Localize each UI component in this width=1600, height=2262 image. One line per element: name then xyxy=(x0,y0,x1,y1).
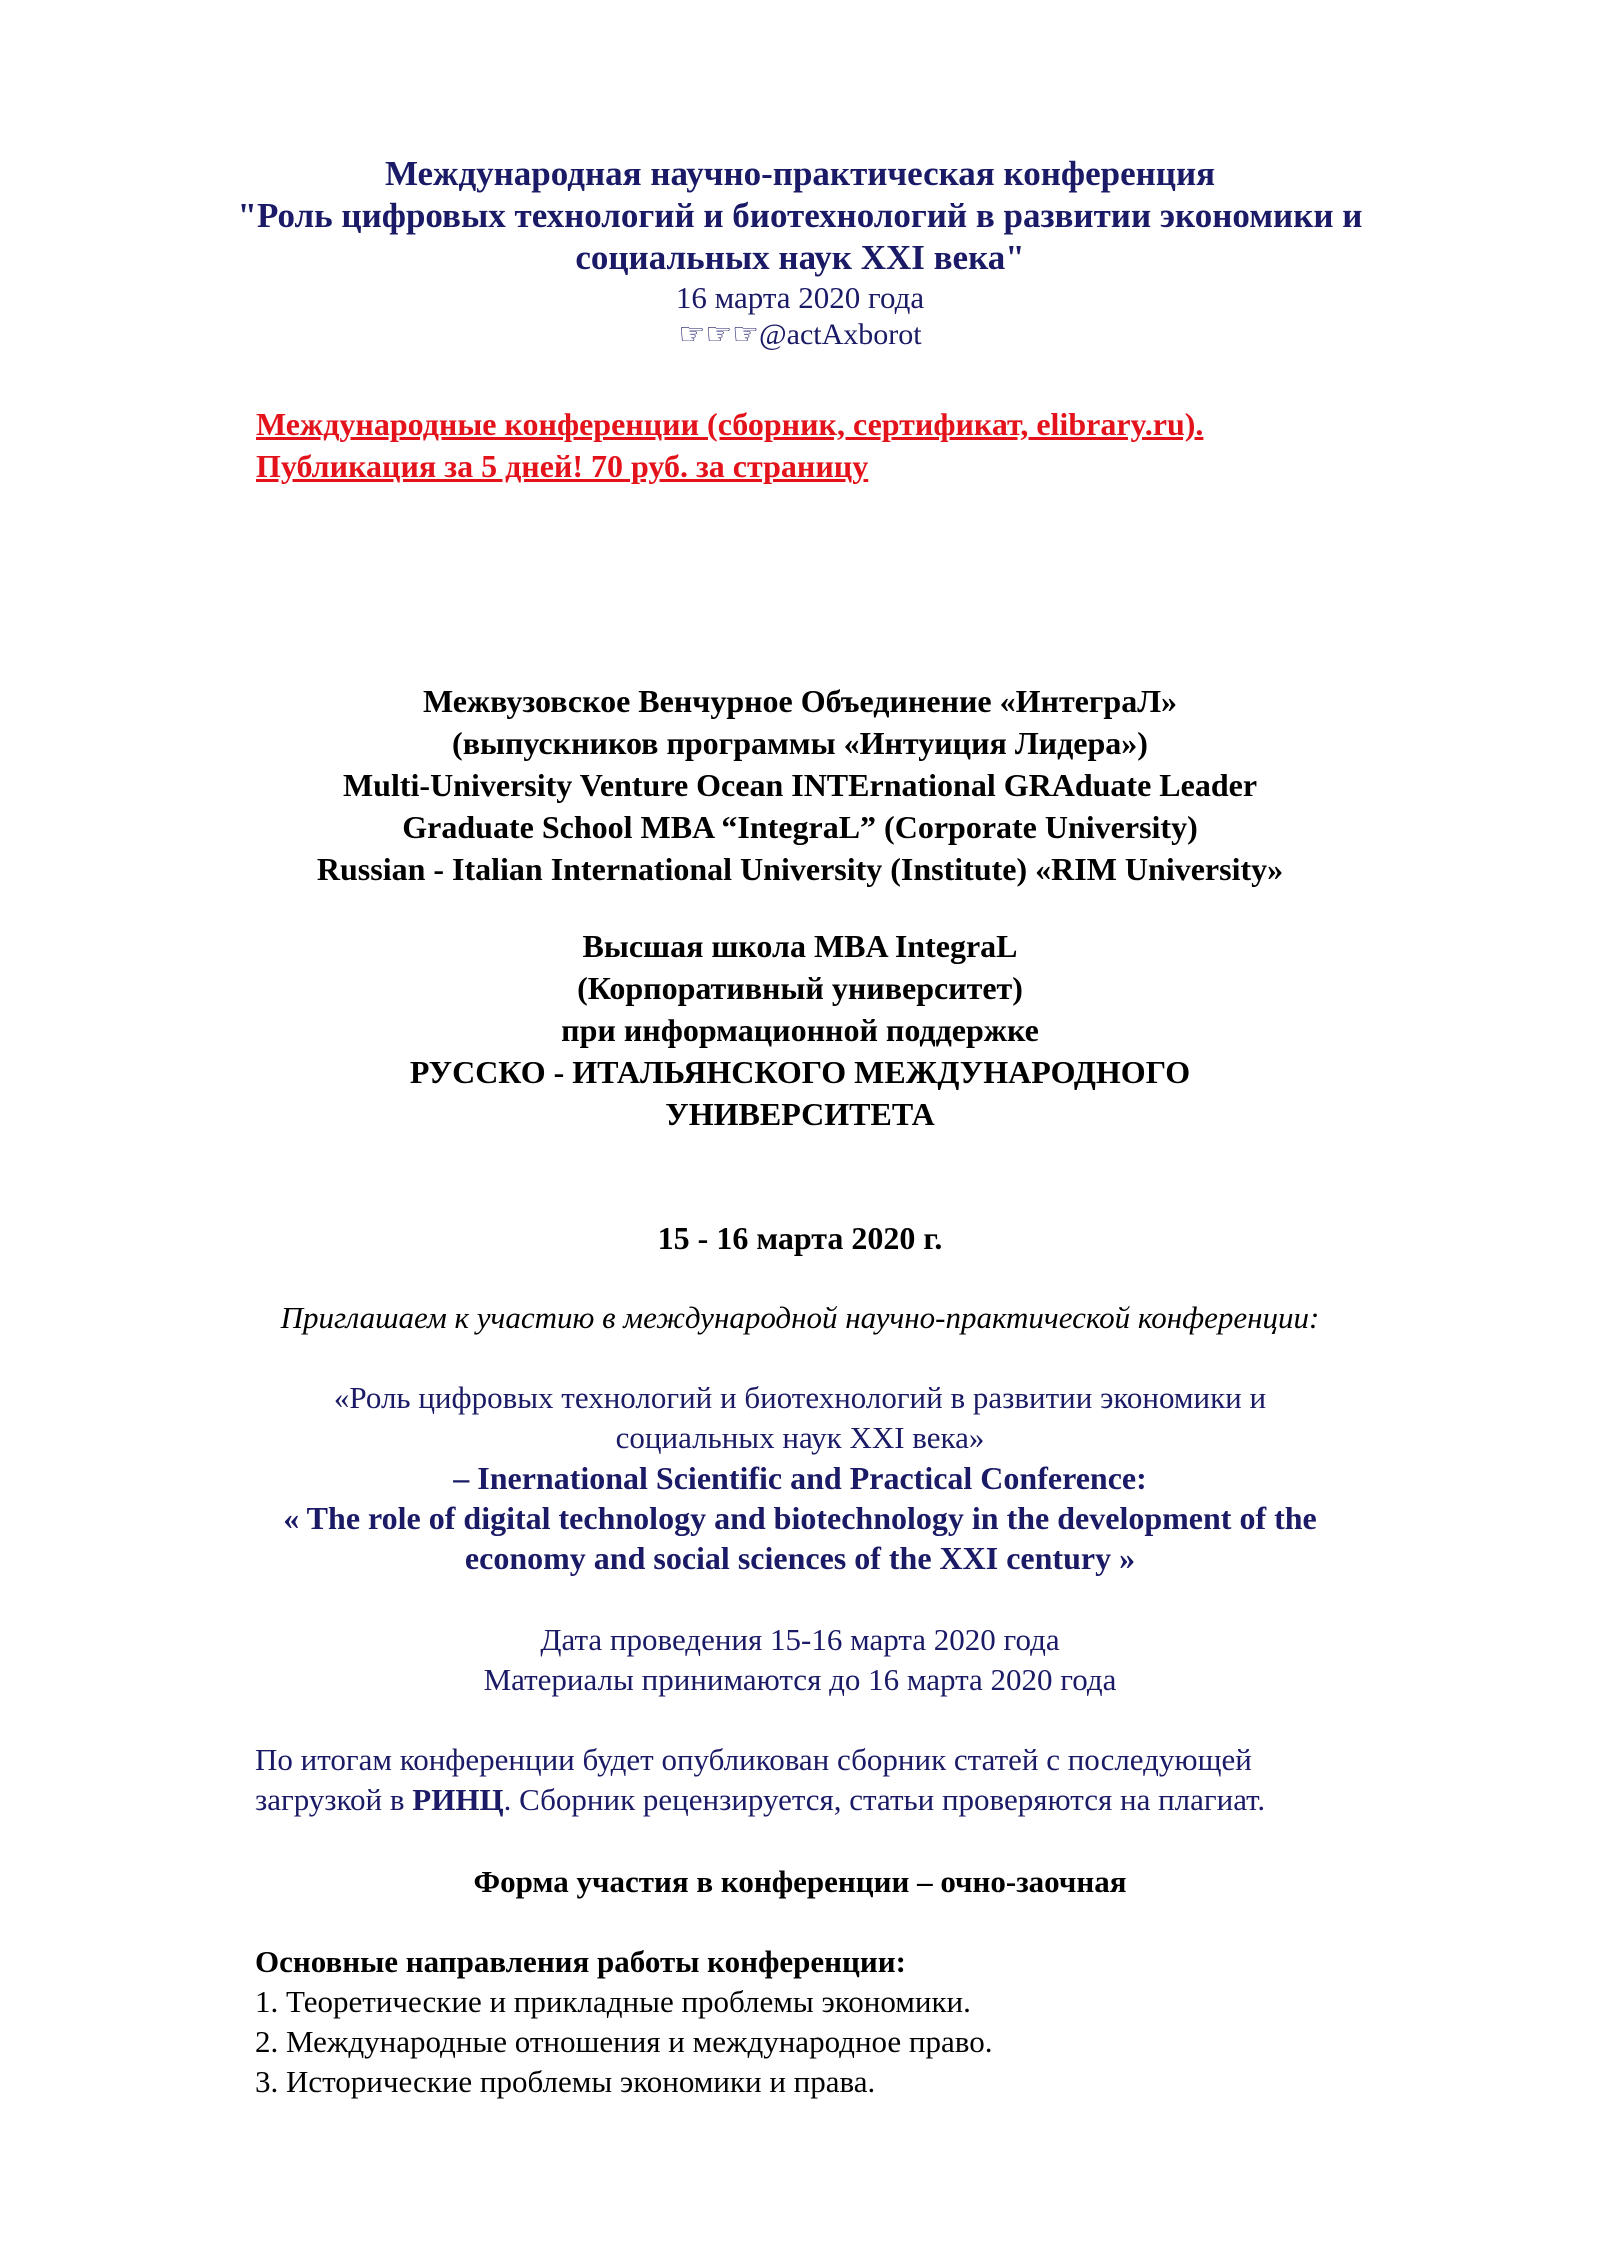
result-paragraph xyxy=(255,1740,1455,1820)
participation-form: Форма участия в конференции – очно-заочная xyxy=(473,1864,1127,1899)
organizer-line: Межвузовское Венчурное Объединение «ИнтеграЛ» xyxy=(422,683,1178,719)
list-item: 1. Теоретические и прикладные проблемы экономики. xyxy=(255,1984,971,2019)
organizer-line: Multi-University Venture Ocean INTErnational GRAduate Leader xyxy=(342,767,1258,803)
topic-ru-line1: «Роль цифровых технологий и биотехнологий в развитии экономики и xyxy=(333,1380,1267,1415)
header-handle: ☞☞☞@actAxborot xyxy=(678,318,922,351)
invitation-text: Приглашаем к участию в международной научно-практической конференции: xyxy=(280,1300,1320,1335)
list-item: 2. Международные отношения и международное право. xyxy=(255,2024,993,2059)
conference-topic xyxy=(200,1378,1400,1578)
topic-en-line3: economy and social sciences of the XXI century » xyxy=(464,1540,1136,1576)
result-line2 xyxy=(255,1780,1455,1820)
rinc-label: РИНЦ xyxy=(412,1782,504,1817)
header-date: 16 марта 2020 года xyxy=(675,280,925,315)
result-line1: По итогам конференции будет опубликован сборник статей с последующей xyxy=(255,1742,1252,1777)
topic-en-line1: – Inernational Scientific and Practical Conference: xyxy=(453,1460,1147,1496)
promo-link-block[interactable] xyxy=(256,403,1456,487)
header-title-line3: социальных наук XXI века" xyxy=(575,238,1025,277)
result-line2-post: . Сборник рецензируется, статьи проверяются на плагиат. xyxy=(503,1782,1266,1817)
directions-heading: Основные направления работы конференции: xyxy=(255,1944,906,1979)
event-dates: 15 - 16 марта 2020 г. xyxy=(657,1220,943,1256)
header-title-line2: "Роль цифровых технологий и биотехнологий в развитии экономики и xyxy=(237,196,1363,235)
header-title-line1: Международная научно-практическая конференция xyxy=(384,154,1216,193)
schedule xyxy=(200,1620,1400,1700)
topic-en-line2: « The role of digital technology and biotechnology in the development of the xyxy=(283,1500,1317,1536)
schedule-deadline: Материалы принимаются до 16 марта 2020 года xyxy=(483,1662,1117,1697)
organizer-line: (Корпоративный университет) xyxy=(577,970,1023,1006)
organizer-line: Russian - Italian International University (Institute) «RIM University» xyxy=(316,851,1284,887)
conference-header xyxy=(200,153,1400,353)
organizers xyxy=(200,680,1400,1135)
schedule-held: Дата проведения 15-16 марта 2020 года xyxy=(540,1622,1060,1657)
organizer-line: УНИВЕРСИТЕТА xyxy=(665,1096,935,1132)
result-line2-pre: загрузкой в xyxy=(255,1782,413,1817)
list-item: 3. Исторические проблемы экономики и права. xyxy=(255,2064,876,2099)
directions-section xyxy=(255,1942,1455,2102)
organizer-line: (выпускников программы «Интуиция Лидера») xyxy=(452,725,1148,761)
organizer-line: РУССКО - ИТАЛЬЯНСКОГО МЕЖДУНАРОДНОГО xyxy=(409,1054,1191,1090)
organizer-line: Graduate School MBA “IntegraL” (Corporate University) xyxy=(402,809,1198,845)
topic-ru-line2: социальных наук XXI века» xyxy=(615,1420,985,1455)
organizer-line: Высшая школа MBA IntegraL xyxy=(582,928,1018,964)
promo-link-line1[interactable]: Международные конференции (сборник, сертификат, elibrary.ru). xyxy=(256,406,1204,442)
organizer-line: при информационной поддержке xyxy=(561,1012,1039,1048)
promo-link-line2[interactable]: Публикация за 5 дней! 70 руб. за страницу xyxy=(256,448,869,484)
spacer xyxy=(200,890,1400,925)
